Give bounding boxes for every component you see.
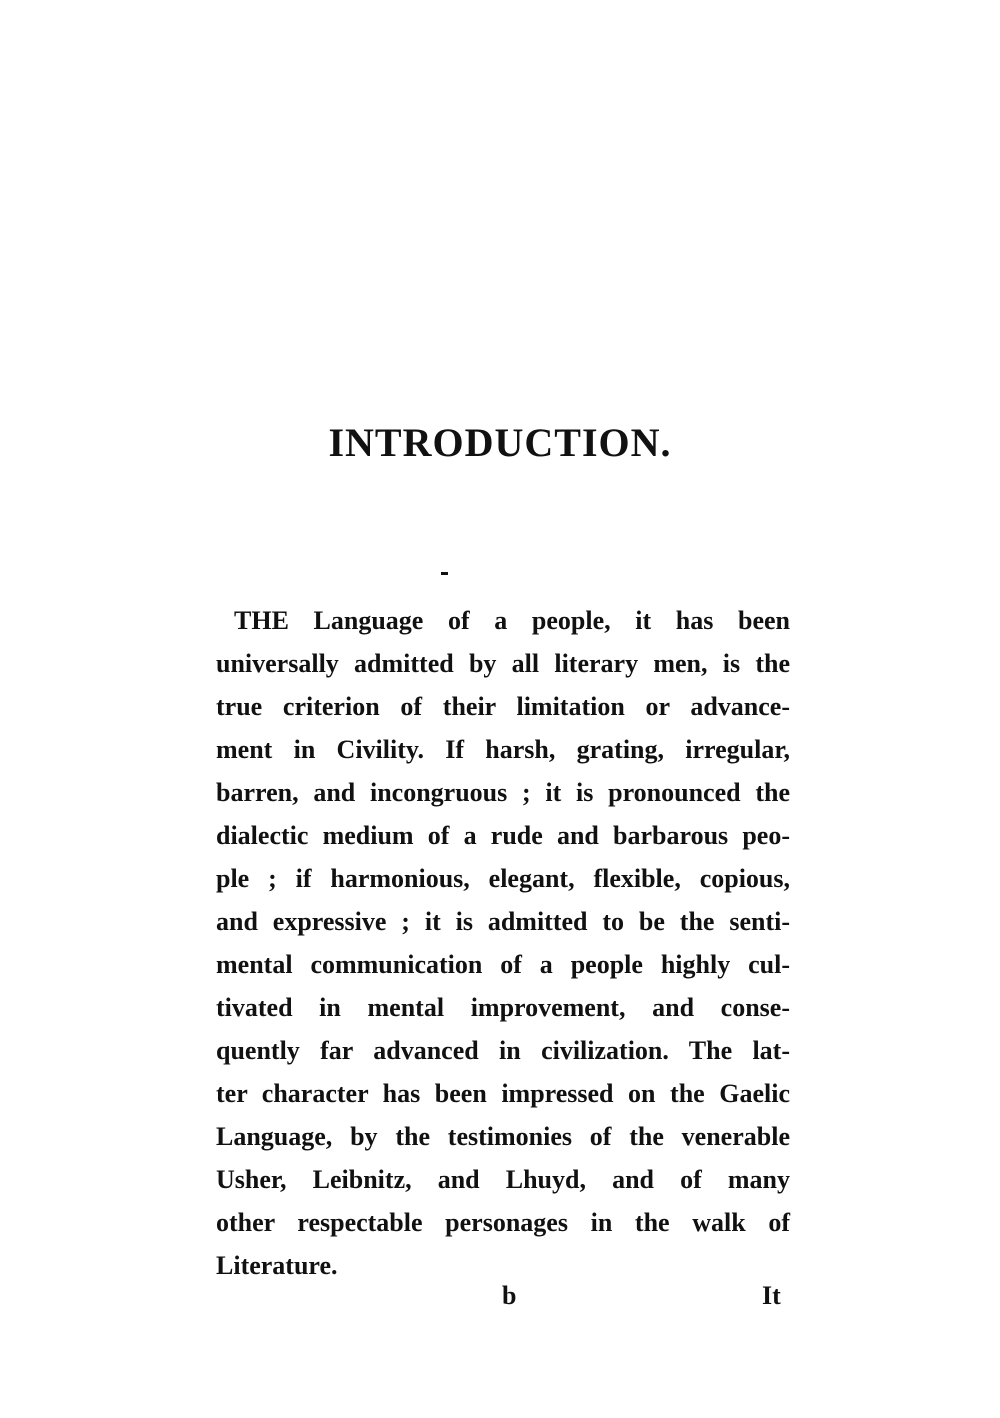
introduction-paragraph xyxy=(216,599,790,1287)
text-line: tivated in mental improvement, and conse- xyxy=(216,993,790,1022)
text-line: mental communication of a people highly cul- xyxy=(216,950,790,979)
text-line: Usher, Leibnitz, and Lhuyd, and of many xyxy=(216,1165,790,1194)
text-line: ple ; if harmonious, elegant, flexible, copious, xyxy=(216,864,790,893)
text-line: ment in Civility. If harsh, grating, irregular, xyxy=(216,735,790,764)
text-line: dialectic medium of a rude and barbarous peo- xyxy=(216,821,790,850)
printer-mark xyxy=(441,572,448,575)
text-line: barren, and incongruous ; it is pronounced the xyxy=(216,778,790,807)
catchword: It xyxy=(762,1281,781,1310)
text-line: THE Language of a people, it has been xyxy=(234,606,790,635)
page-footer xyxy=(0,1276,1000,1316)
text-line: universally admitted by all literary men, is the xyxy=(216,649,790,678)
signature-mark: b xyxy=(502,1281,517,1310)
text-line: Literature. xyxy=(216,1251,338,1280)
text-line: Language, by the testimonies of the venerable xyxy=(216,1122,790,1151)
text-line: and expressive ; it is admitted to be the senti- xyxy=(216,907,790,936)
text-line: other respectable personages in the walk of xyxy=(216,1208,790,1237)
text-line: quently far advanced in civilization. The lat- xyxy=(216,1036,790,1065)
page-heading: INTRODUCTION. xyxy=(328,420,672,465)
text-line: true criterion of their limitation or advance- xyxy=(216,692,790,721)
text-line: ter character has been impressed on the Gaelic xyxy=(216,1079,790,1108)
